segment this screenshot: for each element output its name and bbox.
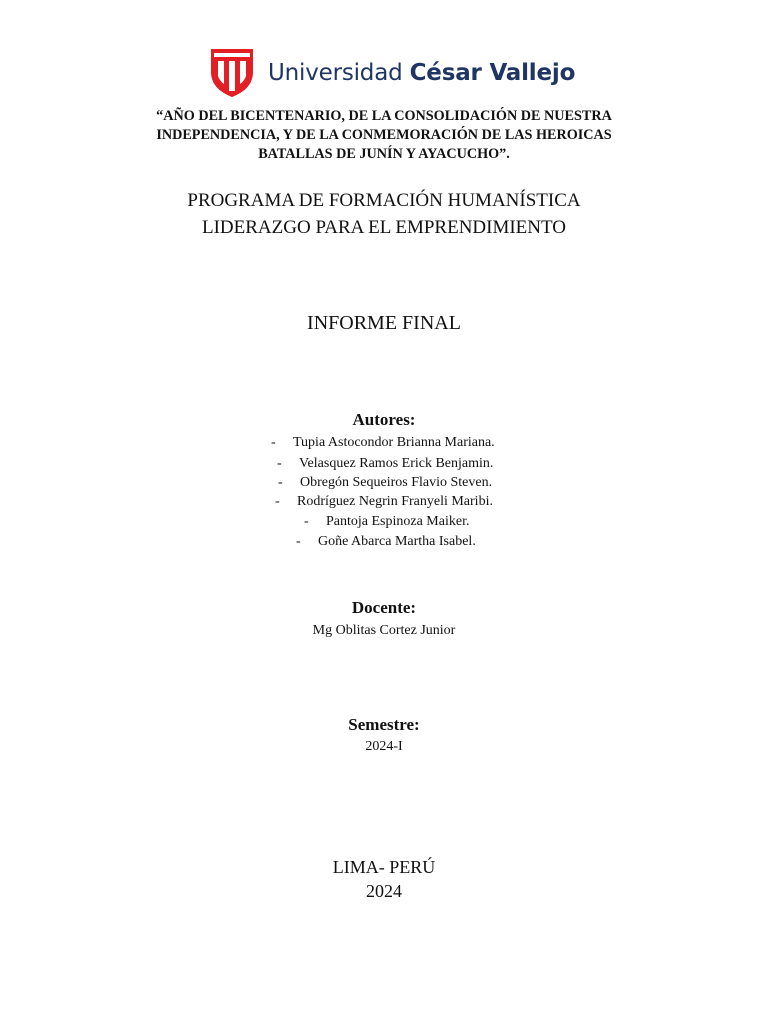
program-line-1: PROGRAMA DE FORMACIÓN HUMANÍSTICA <box>187 190 581 211</box>
teacher-name: Mg Oblitas Cortez Junior <box>312 623 456 638</box>
university-name <box>268 60 575 86</box>
author-item <box>271 433 495 452</box>
university-logo <box>210 48 575 98</box>
location-date <box>0 855 768 903</box>
program-line-2: LIDERAZGO PARA EL EMPRENDIMIENTO <box>202 217 566 238</box>
author-item <box>275 492 493 511</box>
motto-line: INDEPENDENCIA, Y DE LA CONMEMORACIÓN DE LAS HEROICAS <box>156 127 612 143</box>
program-title <box>0 187 768 241</box>
bullet-dash: - <box>296 534 301 549</box>
report-title: INFORME FINAL <box>307 312 461 334</box>
author-name: Velasquez Ramos Erick Benjamin. <box>299 456 494 471</box>
bullet-dash: - <box>275 494 280 509</box>
year: 2024 <box>366 881 402 901</box>
bullet-dash: - <box>304 514 309 529</box>
university-name-regular: Universidad <box>268 60 403 86</box>
bullet-dash: - <box>277 456 282 471</box>
motto-line: BATALLAS DE JUNÍN Y AYACUCHO”. <box>258 146 510 162</box>
city-country: LIMA- PERÚ <box>332 857 436 877</box>
author-name: Tupia Astocondor Brianna Mariana. <box>293 435 495 450</box>
author-name: Obregón Sequeiros Flavio Steven. <box>300 475 493 490</box>
semester-label: Semestre: <box>348 715 420 734</box>
authors-label: Autores: <box>352 410 416 429</box>
bullet-dash: - <box>278 475 283 490</box>
university-name-bold: César Vallejo <box>409 60 576 86</box>
motto-line: “AÑO DEL BICENTENARIO, DE LA CONSOLIDACIÓN DE NUESTRA <box>156 108 612 124</box>
author-name: Pantoja Espinoza Maiker. <box>326 514 470 529</box>
author-item <box>304 512 469 531</box>
author-name: Goñe Abarca Martha Isabel. <box>318 534 476 549</box>
author-name: Rodríguez Negrin Franyeli Maribi. <box>297 494 493 509</box>
year-motto <box>0 107 768 164</box>
bullet-dash: - <box>271 435 276 450</box>
teacher-label: Docente: <box>351 598 417 617</box>
semester-value: 2024-I <box>365 739 403 754</box>
university-shield-icon <box>210 48 254 98</box>
author-item <box>296 532 476 551</box>
author-item <box>277 454 493 473</box>
author-item <box>278 473 492 492</box>
